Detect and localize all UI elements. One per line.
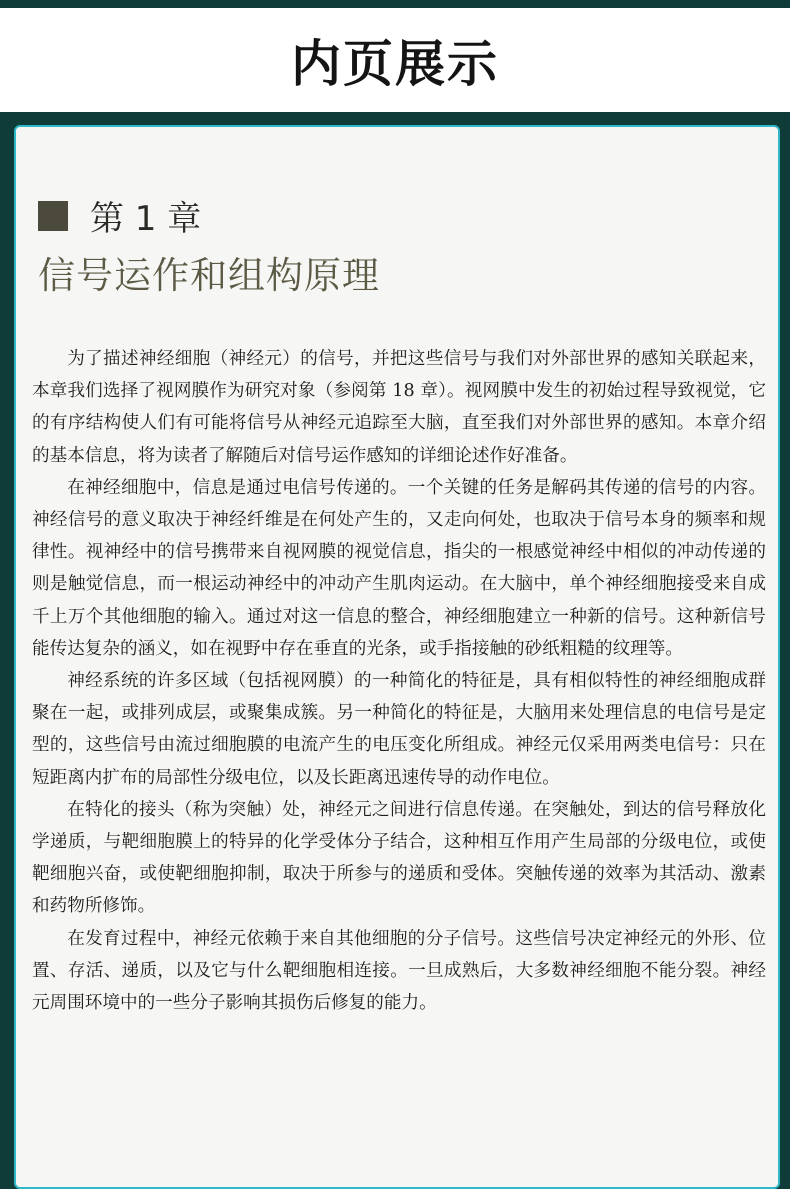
chapter-heading bbox=[38, 191, 201, 240]
paragraph: 在特化的接头（称为突触）处，神经元之间进行信息传递。在突触处，到达的信号释放化学递质，与靶细胞膜上的特异的化学受体分子结合，这种相互作用产生局部的分级电位，或使靶细胞兴奋，或使靶细胞抑制，取决于所参与的递质和受体。突触传递的效率为其活动、激素和药物所修饰。 bbox=[32, 799, 766, 917]
paragraph: 神经系统的许多区域（包括视网膜）的一种简化的特征是，具有相似特性的神经细胞成群聚在一起，或排列成层，或聚集成簇。另一种简化的特征是，大脑用来处理信息的电信号是定型的，这些信号由流过细胞膜的电流产生的电压变化所组成。神经元仅采用两类电信号：只在短距离内扩布的局部性分级电位，以及长距离迅速传导的动作电位。 bbox=[32, 671, 766, 788]
top-bar bbox=[0, 0, 790, 8]
banner-title: 内页展示 bbox=[291, 35, 499, 93]
chapter-label: 第 1 章 bbox=[90, 199, 202, 239]
chapter-square-icon bbox=[38, 201, 68, 231]
book-page bbox=[14, 125, 780, 1189]
body-text bbox=[32, 343, 766, 1019]
paragraph: 在发育过程中，神经元依赖于来自其他细胞的分子信号。这些信号决定神经元的外形、位置、存活、递质，以及它与什么靶细胞相连接。一旦成熟后，大多数神经细胞不能分裂。神经元周围环境中的一些分子影响其损伤后修复的能力。 bbox=[32, 928, 766, 1014]
banner bbox=[0, 8, 790, 112]
paragraph: 为了描述神经细胞（神经元）的信号，并把这些信号与我们对外部世界的感知关联起来，本章我们选择了视网膜作为研究对象（参阅第 18 章）。视网膜中发生的初始过程导致视觉，它的有序结构使人们有可能将信号从神经元追踪至大脑，直至我们对外部世界的感知。本章介绍的基本信息，将为读者了解随后对信号运作感知的详细论述作好准备。 bbox=[32, 349, 766, 466]
paragraph: 在神经细胞中，信息是通过电信号传递的。一个关键的任务是解码其传递的信号的内容。神经信号的意义取决于神经纤维是在何处产生的，又走向何处，也取决于信号本身的频率和规律性。视神经中的信号携带来自视网膜的视觉信息，指尖的一根感觉神经中相似的冲动传递的则是触觉信息，而一根运动神经中的冲动产生肌肉运动。在大脑中，单个神经细胞接受来自成千上万个其他细胞的输入。通过对这一信息的整合，神经细胞建立一种新的信号。这种新信号能传达复杂的涵义，如在视野中存在垂直的光条，或手指接触的砂纸粗糙的纹理等。 bbox=[32, 477, 766, 659]
chapter-title: 信号运作和组构原理 bbox=[38, 254, 380, 297]
